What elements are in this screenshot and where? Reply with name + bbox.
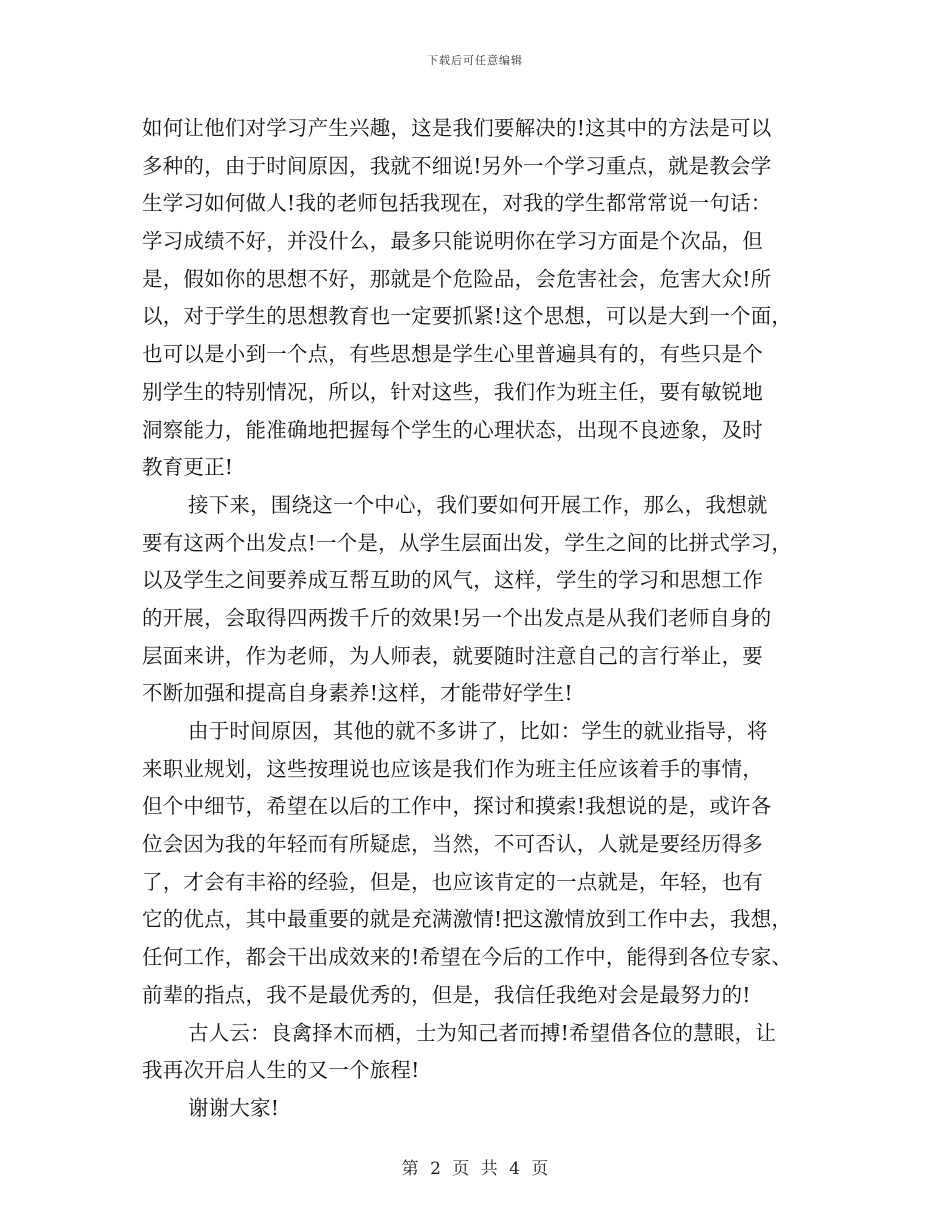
text-line: 学习成绩不好，并没什么，最多只能说明你在学习方面是个次品，但 [142,229,763,254]
text-line: 如何让他们对学习产生兴趣，这是我们要解决的!这其中的方法是可以 [142,116,772,140]
text-line: 来职业规划，这些按理说也应该是我们作为班主任应该着手的事情， [142,756,763,781]
text-line: 多种的，由于时间原因，我就不细说!另外一个学习重点，就是教会学 [142,153,772,178]
document-body [142,110,812,1128]
text-line: 以，对于学生的思想教育也一定要抓紧!这个思想，可以是大到一个面， [142,304,793,329]
text-line: 但个中细节，希望在以后的工作中，探讨和摸索!我想说的是，或许各 [142,794,772,819]
paragraph-start-line: 谢谢大家! [188,1095,280,1120]
text-line: 前辈的指点，我不是最优秀的，但是，我信任我绝对会是最努力的! [142,982,751,1007]
text-line: 别学生的特别情况，所以，针对这些，我们作为班主任，要有敏锐地 [142,379,763,404]
text-line: 位会因为我的年轻而有所疑虑，当然，不可否认，人就是要经历得多 [142,832,763,857]
text-line: 以及学生之间要养成互帮互助的风气，这样，学生的学习和思想工作 [142,568,763,593]
text-line: 教育更正! [142,455,234,480]
text-line: 也可以是小到一个点，有些思想是学生心里普遍具有的，有些只是个 [142,342,763,367]
paragraph-start-line: 古人云：良禽择木而栖，士为知己者而搏!希望借各位的慧眼，让 [188,1020,777,1045]
text-line: 不断加强和提高自身素养!这样，才能带好学生! [142,681,573,706]
text-line: 生学习如何做人!我的老师包括我现在，对我的学生都常常说一句话： [142,191,772,216]
paragraph-start-line: 由于时间原因，其他的就不多讲了，比如：学生的就业指导，将 [188,719,768,743]
text-line: 是，假如你的思想不好，那就是个危险品，会危害社会，危害大众!所 [142,266,772,291]
text-line: 层面来讲，作为老师，为人师表，就要随时注意自己的言行举止，要 [142,643,763,668]
text-line: 要有这两个出发点!一个是，从学生层面出发，学生之间的比拼式学习， [142,530,793,555]
paragraph-start-line: 接下来，围绕这一个中心，我们要如何开展工作，那么，我想就 [188,492,768,517]
text-line: 洞察能力，能准确地把握每个学生的心理状态，出现不良迹象，及时 [142,417,763,442]
page-number-footer: 第 2 页 共 4 页 [401,1159,549,1179]
text-line: 它的优点，其中最重要的就是充满激情!把这激情放到工作中去，我想， [142,907,793,932]
text-line: 我再次开启人生的又一个旅程! [142,1058,420,1083]
text-line: 任何工作，都会干出成效来的!希望在今后的工作中，能得到各位专家、 [142,945,793,970]
text-line: 的开展，会取得四两拨千斤的效果!另一个出发点是从我们老师自身的 [142,605,772,630]
page-header: 下载后可任意编辑 [427,54,523,67]
text-line: 了，才会有丰裕的经验，但是，也应该肯定的一点就是，年轻，也有 [142,869,763,894]
